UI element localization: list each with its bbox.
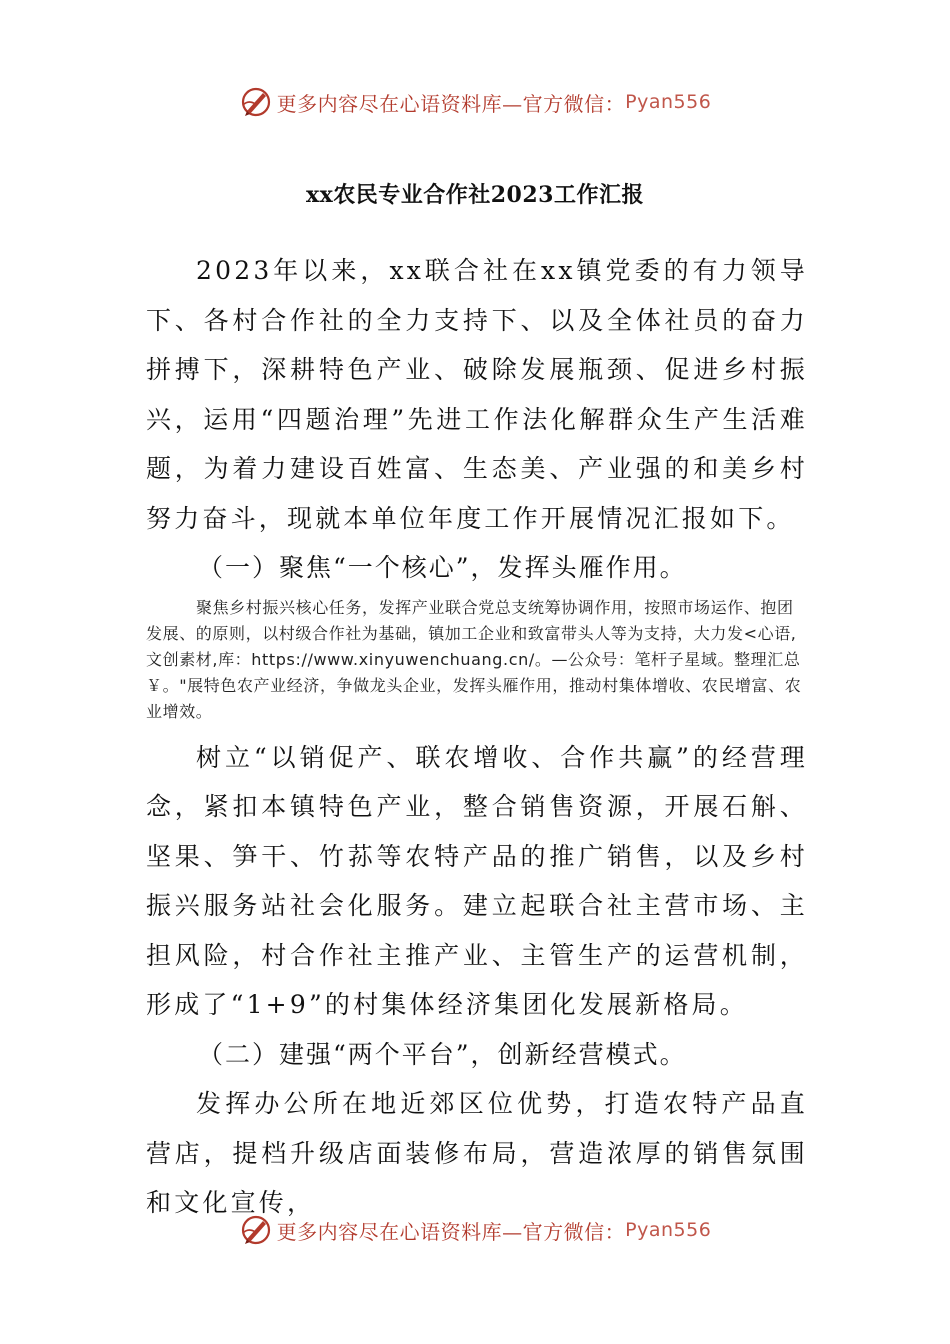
banner-text: 更多内容尽在心语资料库—官方微信：: [276, 91, 626, 116]
section-1-note: 聚焦乡村振兴核心任务，发挥产业联合党总支统筹协调作用，按照市场运作、抱团发展、的原则，以村级合作社为基础，镇加工企业和致富带头人等为支持，大力发<心语,文创素材,库：https://www.xinyuwenchuang.cn/。—公众号：笔杆子星域。整理汇总￥。"展特色农产业经济，争做龙头企业，发挥头雁作用，推动村集体增收、农民增富、农业增效。: [146, 597, 802, 721]
banner-text: 更多内容尽在心语资料库—官方微信：: [276, 1219, 626, 1244]
document-body: [146, 246, 808, 1228]
section-1-paragraph: 树立“以销促产、联农增收、合作共赢”的经营理念，紧扣本镇特色产业，整合销售资源，开展石斛、坚果、笋干、竹荪等农特产品的推广销售，以及乡村振兴服务站社会化服务。建立起联合社主营市场、主担风险，村合作社主推产业、主管生产的运营机制，形成了“1+9”的村集体经济集团化发展新格局。: [146, 742, 808, 1019]
section-2-heading: （二）建强“两个平台”，创新经营模式。: [198, 1039, 687, 1069]
pen-logo-icon: [239, 1213, 273, 1247]
section-1-heading: （一）聚焦“一个核心”，发挥头雁作用。: [198, 553, 687, 582]
header-banner: [0, 82, 950, 122]
banner-wechat-id: Pyan556: [625, 1219, 712, 1241]
intro-paragraph: 2023年以来，xx联合社在xx镇党委的有力领导下、各村合作社的全力支持下、以及全体社员的奋力拼搏下，深耕特色产业、破除发展瓶颈、促进乡村振兴，运用“四题治理”先进工作法化解群众生产生活难题，为着力建设百姓富、生态美、产业强的和美乡村努力奋斗，现就本单位年度工作开展情况汇报如下。: [146, 256, 808, 533]
banner-wechat-id: Pyan556: [625, 91, 712, 113]
pen-logo-icon: [239, 85, 273, 119]
footer-banner: [0, 1210, 950, 1250]
document-title: xx农民专业合作社2023工作汇报: [306, 182, 644, 208]
section-2-paragraph: 发挥办公所在地近郊区位优势，打造农特产品直营店，提档升级店面装修布局，营造浓厚的销售氛围和文化宣传，: [146, 1089, 808, 1217]
